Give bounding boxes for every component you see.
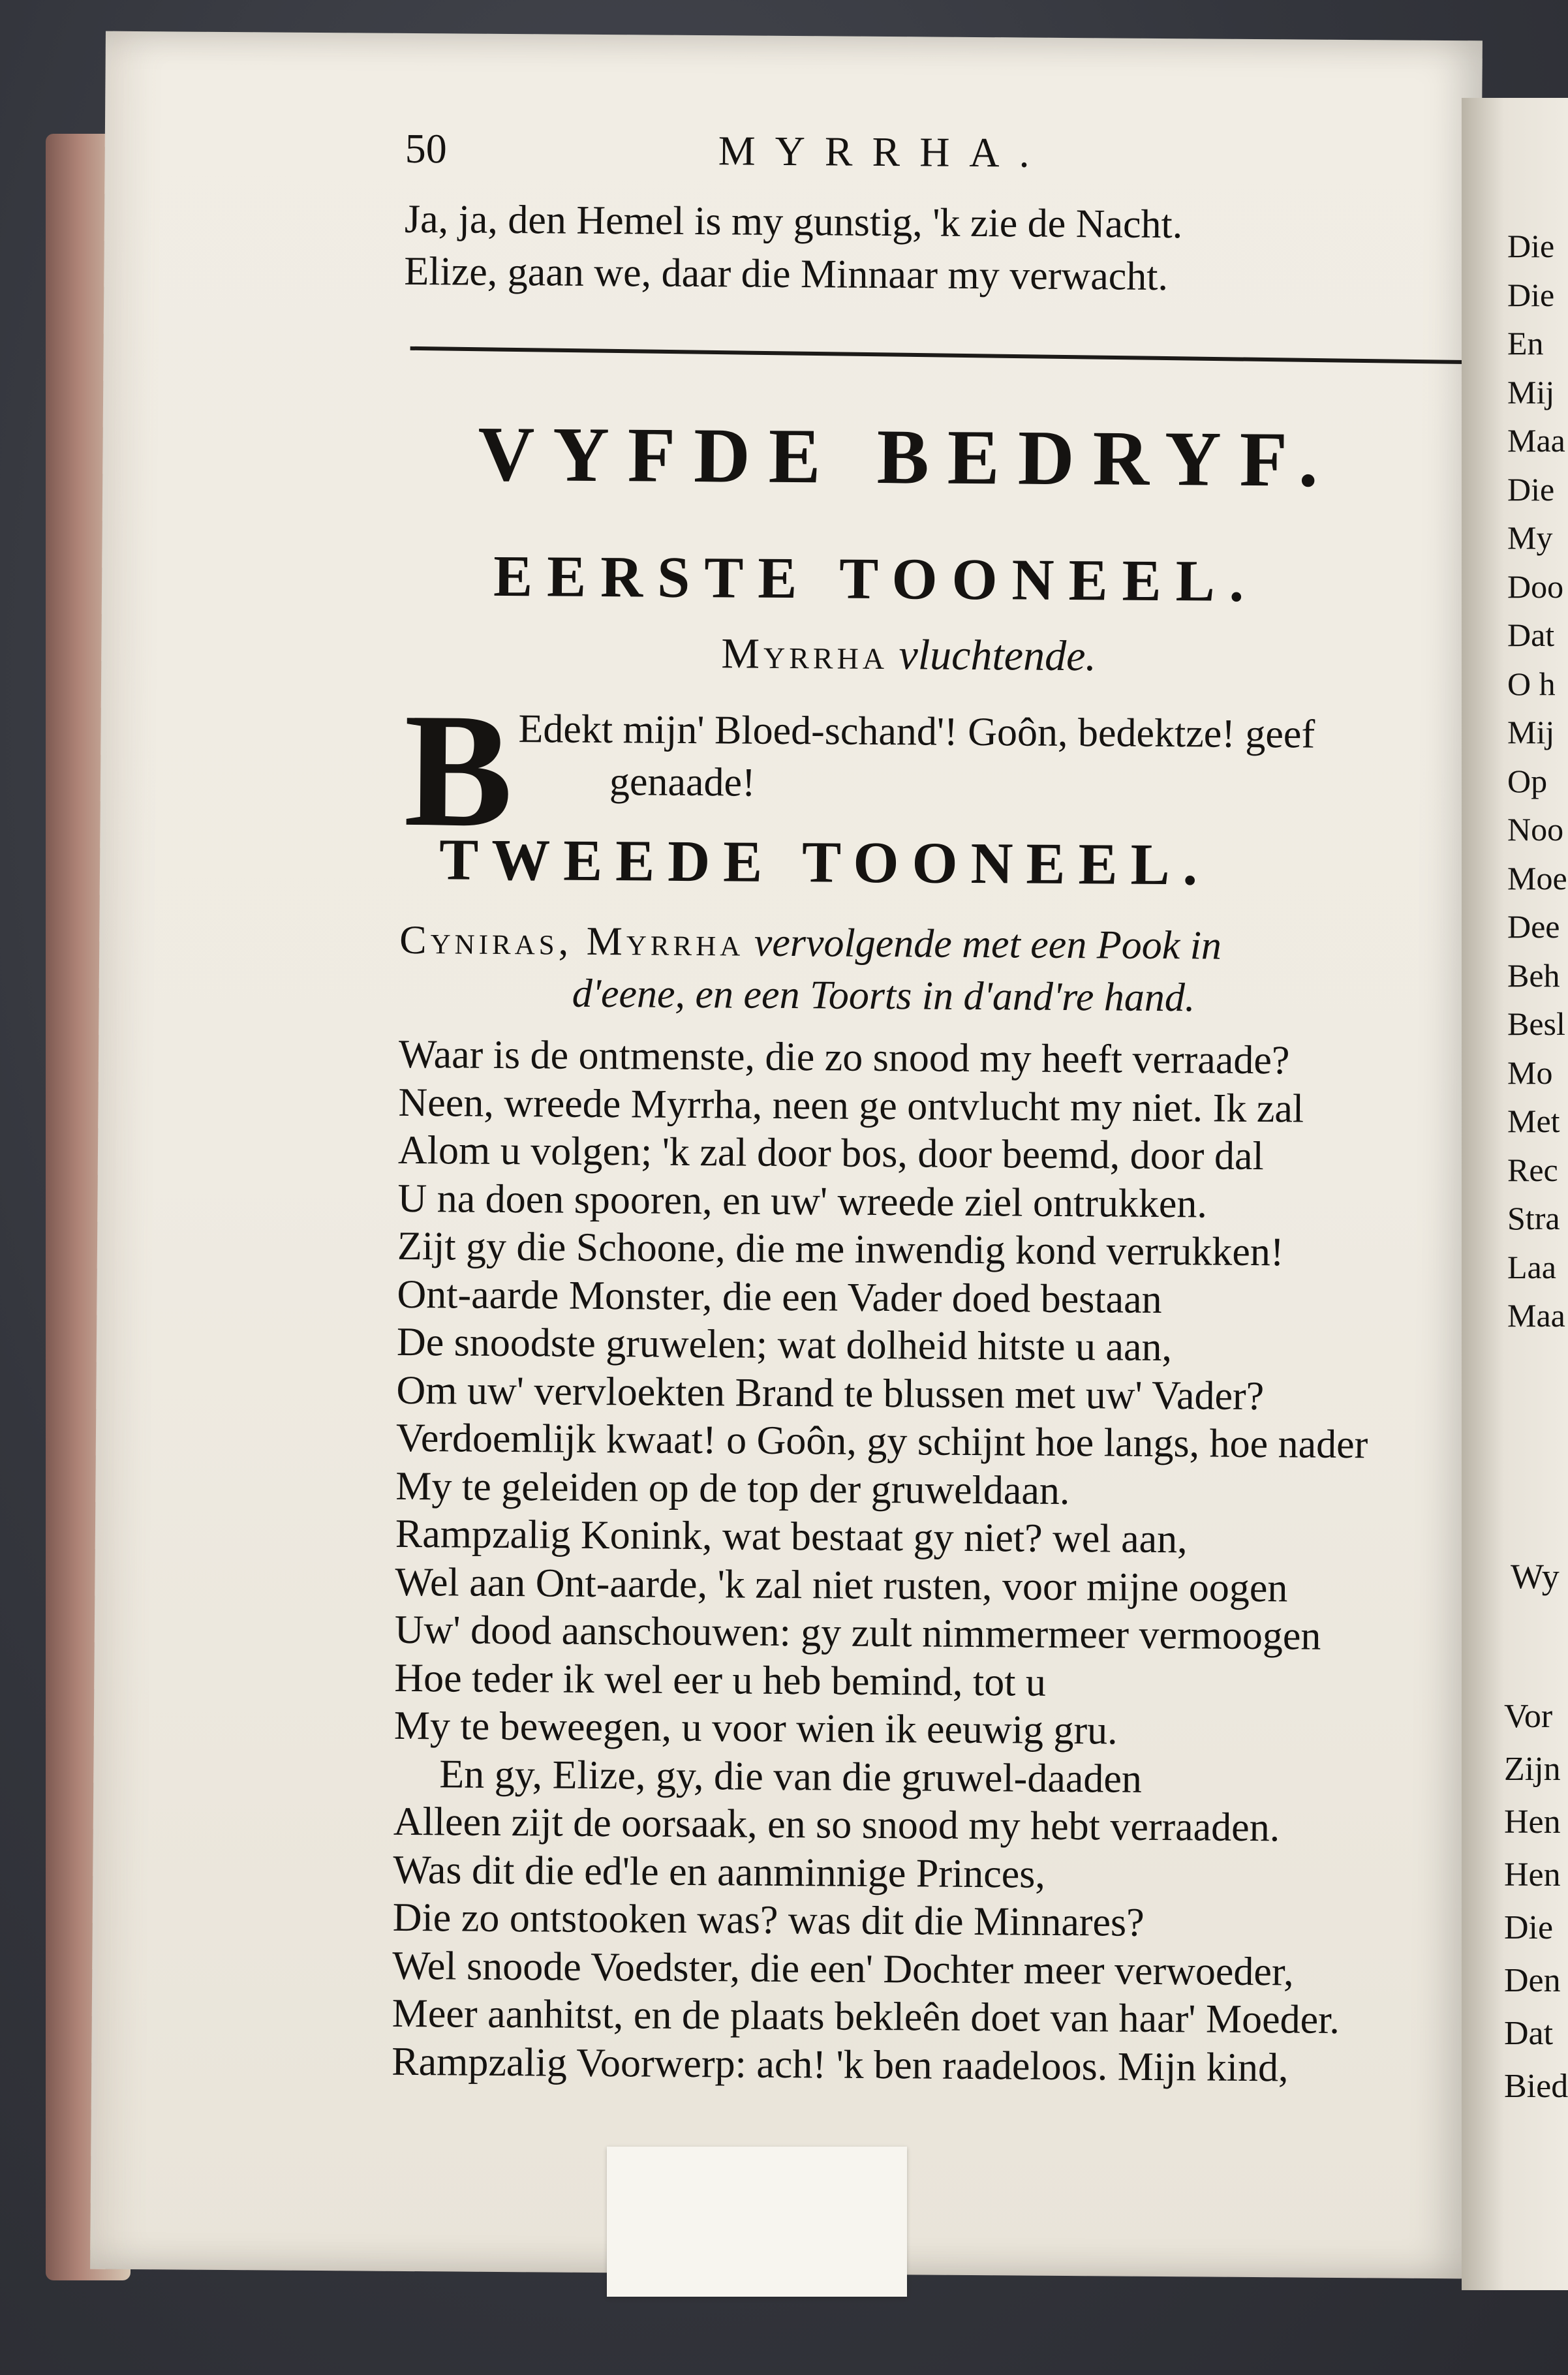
verse-line: Ont-aarde Monster, die een Vader doed bestaan (397, 1272, 1162, 1322)
act-title: VYFDE BEDRYF. (478, 410, 1337, 503)
verse-line: Alom u volgen; 'k zal door bos, door beemd, door dal (397, 1127, 1264, 1179)
verse-line: Alleen zijt de oorsaak, en so snood my hebt verraaden. (393, 1799, 1280, 1850)
running-head (405, 125, 1554, 191)
section-rule (410, 346, 1500, 365)
facing-page-word: Maa (1507, 1297, 1565, 1334)
running-title: MYRRHA. (718, 127, 1049, 176)
verse-line: De snoodste gruwelen; wat dolheid hitste u aan, (396, 1319, 1173, 1370)
verse-line: Zijt gy die Schoone, die me inwendig kond verrukken! (397, 1223, 1284, 1275)
verse-line: Wel snoode Voedster, die een' Dochter meer verwoeder, (392, 1943, 1294, 1994)
stage-direction (399, 917, 1222, 970)
verse-line: Uw' dood aanschouwen: gy zult nimmermeer vermoogen (394, 1607, 1321, 1659)
verse-line: Neen, wreede Myrrha, neen ge ontvlucht my niet. Ik zal (398, 1080, 1304, 1131)
facing-page-word: O h (1507, 665, 1556, 702)
verse-line: Was dit die ed'le en aanminnige Princes, (393, 1847, 1046, 1897)
speech-line: genaade! (609, 759, 756, 805)
facing-page-word: Die (1507, 470, 1555, 508)
facing-page-word: Met (1507, 1103, 1560, 1139)
stage-direction (721, 629, 1096, 681)
verse-line: En gy, Elize, gy, die van die gruwel-daaden (439, 1751, 1143, 1801)
speaker-name: Myrrha (721, 630, 889, 679)
direction-text: vervolgende met een Pook in (754, 920, 1222, 968)
page-number: 50 (405, 125, 448, 172)
facing-page-word: Die (1507, 228, 1555, 264)
facing-page-word: Hen (1504, 1856, 1561, 1893)
facing-page-word: Noo (1507, 811, 1564, 848)
facing-page-word: Mij (1507, 373, 1555, 410)
book-page-left (90, 31, 1483, 2279)
stage-direction-continued: d'eene, en een Toorts in d'and're hand. (572, 971, 1195, 1020)
facing-page-word: Laa (1507, 1248, 1556, 1285)
verse-line: Die zo ontstooken was? was dit die Minnares? (392, 1895, 1145, 1945)
speech-line: Edekt mijn' Bloed-schand'! Goôn, bedektze! geef (518, 707, 1315, 757)
facing-page-word: Dat (1507, 617, 1555, 653)
verse-line: Rampzalig Voorwerp: ach! 'k ben raadeloos. Mijn kind, (392, 2039, 1289, 2090)
facing-page-word: Zijn (1504, 1751, 1561, 1788)
verse-line: Hoe teder ik wel eer u heb bemind, tot u (394, 1655, 1047, 1705)
scene-title: EERSTE TOONEEL. (493, 544, 1259, 615)
facing-page-word: Stra (1507, 1200, 1560, 1236)
verse-line: Waar is de ontmenste, die zo snood my heeft verraade? (398, 1032, 1290, 1083)
verse-line: U na doen spooren, en uw' wreede ziel ontrukken. (397, 1176, 1208, 1227)
verse-line: Wel aan Ont-aarde, 'k zal niet rusten, voor mijne oogen (395, 1559, 1288, 1610)
facing-page-word: Mij (1507, 714, 1555, 750)
speaker-names: Cyniras, Myrrha (399, 917, 745, 965)
direction-text: vluchtende. (899, 631, 1097, 681)
facing-page-word: Dee (1507, 908, 1560, 945)
facing-page-word: Moe (1507, 859, 1567, 896)
facing-page-word: Den (1504, 1962, 1561, 1999)
verse-line: Meer aanhitst, en de plaats bekleên doet van haar' Moeder. (392, 1991, 1340, 2042)
facing-page-word: Bied (1504, 2068, 1568, 2105)
facing-page-fragment: Wy (1511, 1557, 1560, 1596)
facing-page-word: En (1507, 325, 1544, 361)
facing-page-word: Die (1504, 1909, 1554, 1946)
facing-page-word: My (1507, 519, 1553, 556)
facing-page-word: Mo (1507, 1054, 1553, 1091)
facing-page-word: Doo (1507, 568, 1564, 605)
facing-page-fragments-top (1507, 222, 1568, 1340)
verse-line: Verdoemlijk kwaat! o Goôn, gy schijnt hoe langs, hoe nader (395, 1415, 1368, 1467)
facing-page-word: Hen (1504, 1803, 1561, 1841)
verse-line: Ja, ja, den Hemel is my gunstig, 'k zie de Nacht. (404, 196, 1183, 247)
facing-page-word: Rec (1507, 1151, 1558, 1188)
drop-cap: B (403, 679, 514, 862)
facing-page-word: Op (1507, 762, 1548, 799)
verse-line: My te beweegen, u voor wien ik eeuwig gru. (393, 1703, 1118, 1753)
facing-page-fragments-bottom (1504, 1690, 1568, 2113)
facing-page-word: Dat (1504, 2015, 1554, 2052)
verse-line: Rampzalig Konink, wat bestaat gy niet? wel aan, (395, 1511, 1188, 1562)
verse-line: My te geleiden op de top der gruweldaan. (395, 1463, 1070, 1513)
facing-page-word: Besl (1507, 1005, 1565, 1042)
facing-page-word: Vor (1504, 1698, 1553, 1735)
verse-line: Om uw' vervloekten Brand te blussen met uw' Vader? (396, 1368, 1265, 1418)
library-sticker (607, 2147, 907, 2297)
facing-page-word: Maa (1507, 422, 1565, 459)
facing-page-word: Beh (1507, 957, 1560, 994)
verse-line: Elize, gaan we, daar die Minnaar my verwacht. (404, 249, 1169, 299)
facing-page-word: Die (1507, 276, 1555, 313)
scene-title: TWEEDE TOONEEL. (438, 827, 1211, 898)
